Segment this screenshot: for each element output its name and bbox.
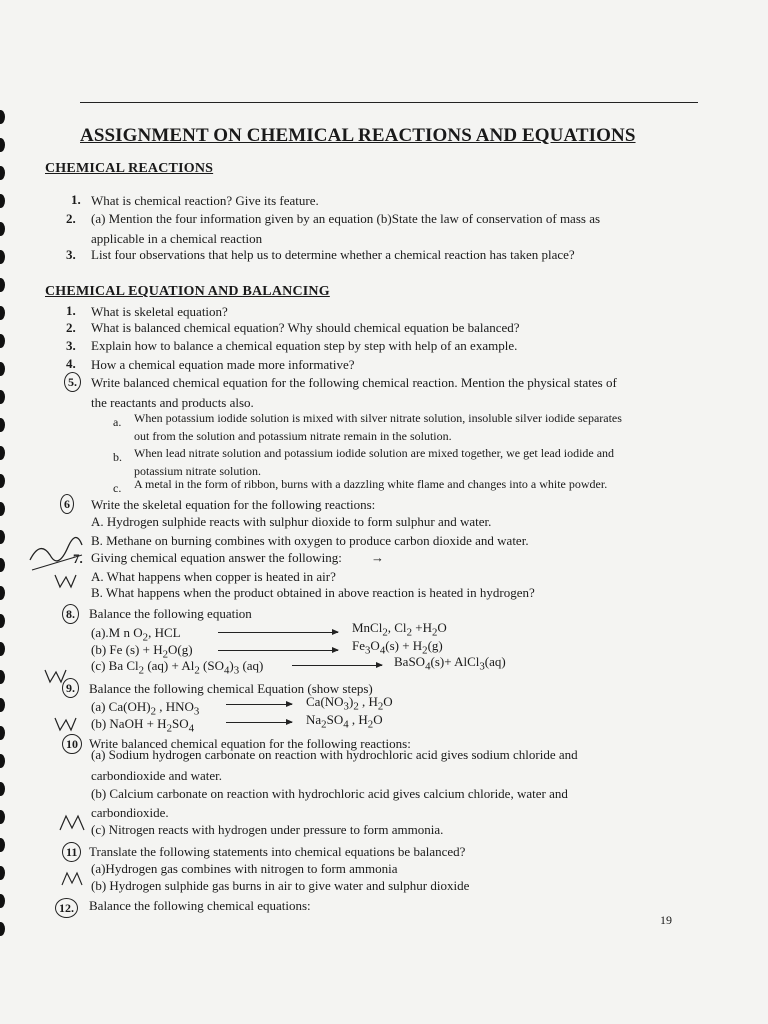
section-heading-chemical-reactions: CHEMICAL REACTIONS bbox=[45, 161, 214, 176]
equation-products: $Fe_3O_4(s) + H_2(g)$ bbox=[352, 638, 443, 657]
equation-products: MnCl$_2$, $Cl_2 +H_2O$ bbox=[352, 620, 447, 639]
equation-reactants: (a) $Ca(OH)_2$ , $HNO_3$ bbox=[91, 699, 200, 718]
question-text: (b) Calcium carbonate on reaction with hydrochloric acid gives calcium chloride, water and bbox=[91, 786, 568, 801]
equation-reactants: (a).M n $O_2$, HCL bbox=[91, 625, 181, 644]
question-text: Explain how to balance a chemical equation step by step with help of an example. bbox=[91, 338, 518, 353]
q-number-circled: 10 bbox=[62, 734, 82, 754]
equation-products: BaSO$_4$(s)+ AlCl$_3$(aq) bbox=[394, 654, 506, 673]
sub-label: b. bbox=[113, 450, 122, 464]
q-number: 3. bbox=[66, 338, 76, 353]
equation-reactants: (c) Ba $Cl_2$ $(aq) + Al_2$ $(SO_4)_3$ (aq) bbox=[91, 658, 264, 677]
question-text: (b) Hydrogen sulphide gas burns in air to give water and sulphur dioxide bbox=[91, 878, 470, 893]
q-number-circled: 11 bbox=[62, 842, 81, 862]
question-text: What is chemical reaction? Give its feature. bbox=[91, 193, 319, 208]
question-text: Translate the following statements into chemical equations be balanced? bbox=[89, 844, 466, 859]
q-number: 7. bbox=[73, 551, 83, 566]
question-text: Balance the following chemical Equation (show steps) bbox=[89, 681, 373, 696]
question-text: List four observations that help us to determine whether a chemical reaction has taken place? bbox=[91, 247, 575, 262]
q-number: 2. bbox=[66, 320, 76, 335]
question-text: A. What happens when copper is heated in air? bbox=[91, 569, 336, 584]
q-number-circled: 6 bbox=[60, 494, 74, 514]
question-text: Balance the following equation bbox=[89, 606, 252, 621]
question-text: Write the skeletal equation for the following reactions: bbox=[91, 497, 376, 512]
question-text: the reactants and products also. bbox=[91, 395, 254, 410]
sub-label: c. bbox=[113, 481, 122, 495]
equation-reactants: (b) NaOH + $H_2SO_4$ bbox=[91, 716, 195, 735]
question-text: How a chemical equation made more informative? bbox=[91, 357, 355, 372]
question-text: What is skeletal equation? bbox=[91, 304, 228, 319]
arrow-annotation: → bbox=[371, 550, 384, 565]
question-text: Write balanced chemical equation for the following chemical reaction. Mention the physical states of bbox=[91, 375, 617, 390]
q-number: 1. bbox=[66, 303, 76, 318]
q-number: 2. bbox=[66, 211, 76, 226]
question-text: carbondioxide. bbox=[91, 805, 169, 820]
page-title: ASSIGNMENT ON CHEMICAL REACTIONS AND EQUATIONS bbox=[80, 125, 636, 146]
sub-label: a. bbox=[113, 415, 122, 429]
section-heading-equation-balancing: CHEMICAL EQUATION AND BALANCING bbox=[45, 284, 330, 299]
q-number-circled: 12. bbox=[55, 898, 78, 918]
question-text: B. Methane on burning combines with oxygen to produce carbon dioxide and water. bbox=[91, 533, 529, 548]
question-text: (a) Mention the four information given by an equation (b)State the law of conservation of mass as bbox=[91, 211, 601, 226]
question-text: (a) Sodium hydrogen carbonate on reaction with hydrochloric acid gives sodium chloride and bbox=[91, 747, 578, 762]
question-text: carbondioxide and water. bbox=[91, 768, 223, 783]
equation-products: $Na_2SO_4$ , $H_2O$ bbox=[306, 712, 383, 731]
q-number-circled: 5. bbox=[64, 372, 81, 392]
page-number: 19 bbox=[660, 913, 672, 927]
q-number-circled: 9. bbox=[62, 678, 79, 698]
sub-question-text: A metal in the form of ribbon, burns with a dazzling white flame and changes into a white powder. bbox=[134, 477, 608, 491]
sub-question-text: When lead nitrate solution and potassium iodide solution are mixed together, we get lead iodide and bbox=[134, 446, 615, 460]
question-text: Balance the following chemical equations: bbox=[89, 898, 311, 913]
q-number-circled: 8. bbox=[62, 604, 79, 624]
q-number: 4. bbox=[66, 356, 76, 371]
question-text: What is balanced chemical equation? Why should chemical equation be balanced? bbox=[91, 320, 520, 335]
question-text: B. What happens when the product obtained in above reaction is heated in hydrogen? bbox=[91, 585, 535, 600]
sub-question-text: out from the solution and potassium nitrate remain in the solution. bbox=[134, 429, 452, 443]
sub-question-text: When potassium iodide solution is mixed with silver nitrate solution, insoluble silver iodide separates bbox=[134, 411, 622, 425]
q-number: 3. bbox=[66, 247, 76, 262]
question-text: A. Hydrogen sulphide reacts with sulphur dioxide to form sulphur and water. bbox=[91, 514, 492, 529]
question-text: (a)Hydrogen gas combines with nitrogen to form ammonia bbox=[91, 861, 398, 876]
equation-products: $Ca(NO_3)_2$ , $H_2O$ bbox=[306, 694, 393, 713]
equation-reactants: (b) Fe $(s) + H_2O(g)$ bbox=[91, 642, 193, 661]
question-text: Giving chemical equation answer the following: bbox=[91, 550, 342, 565]
question-text: (c) Nitrogen reacts with hydrogen under pressure to form ammonia. bbox=[91, 822, 444, 837]
question-text: applicable in a chemical reaction bbox=[91, 231, 263, 246]
q-number: 1. bbox=[71, 192, 81, 207]
question-text: Write balanced chemical equation for the following reactions: bbox=[89, 736, 411, 751]
sub-question-text: potassium nitrate solution. bbox=[134, 464, 261, 478]
